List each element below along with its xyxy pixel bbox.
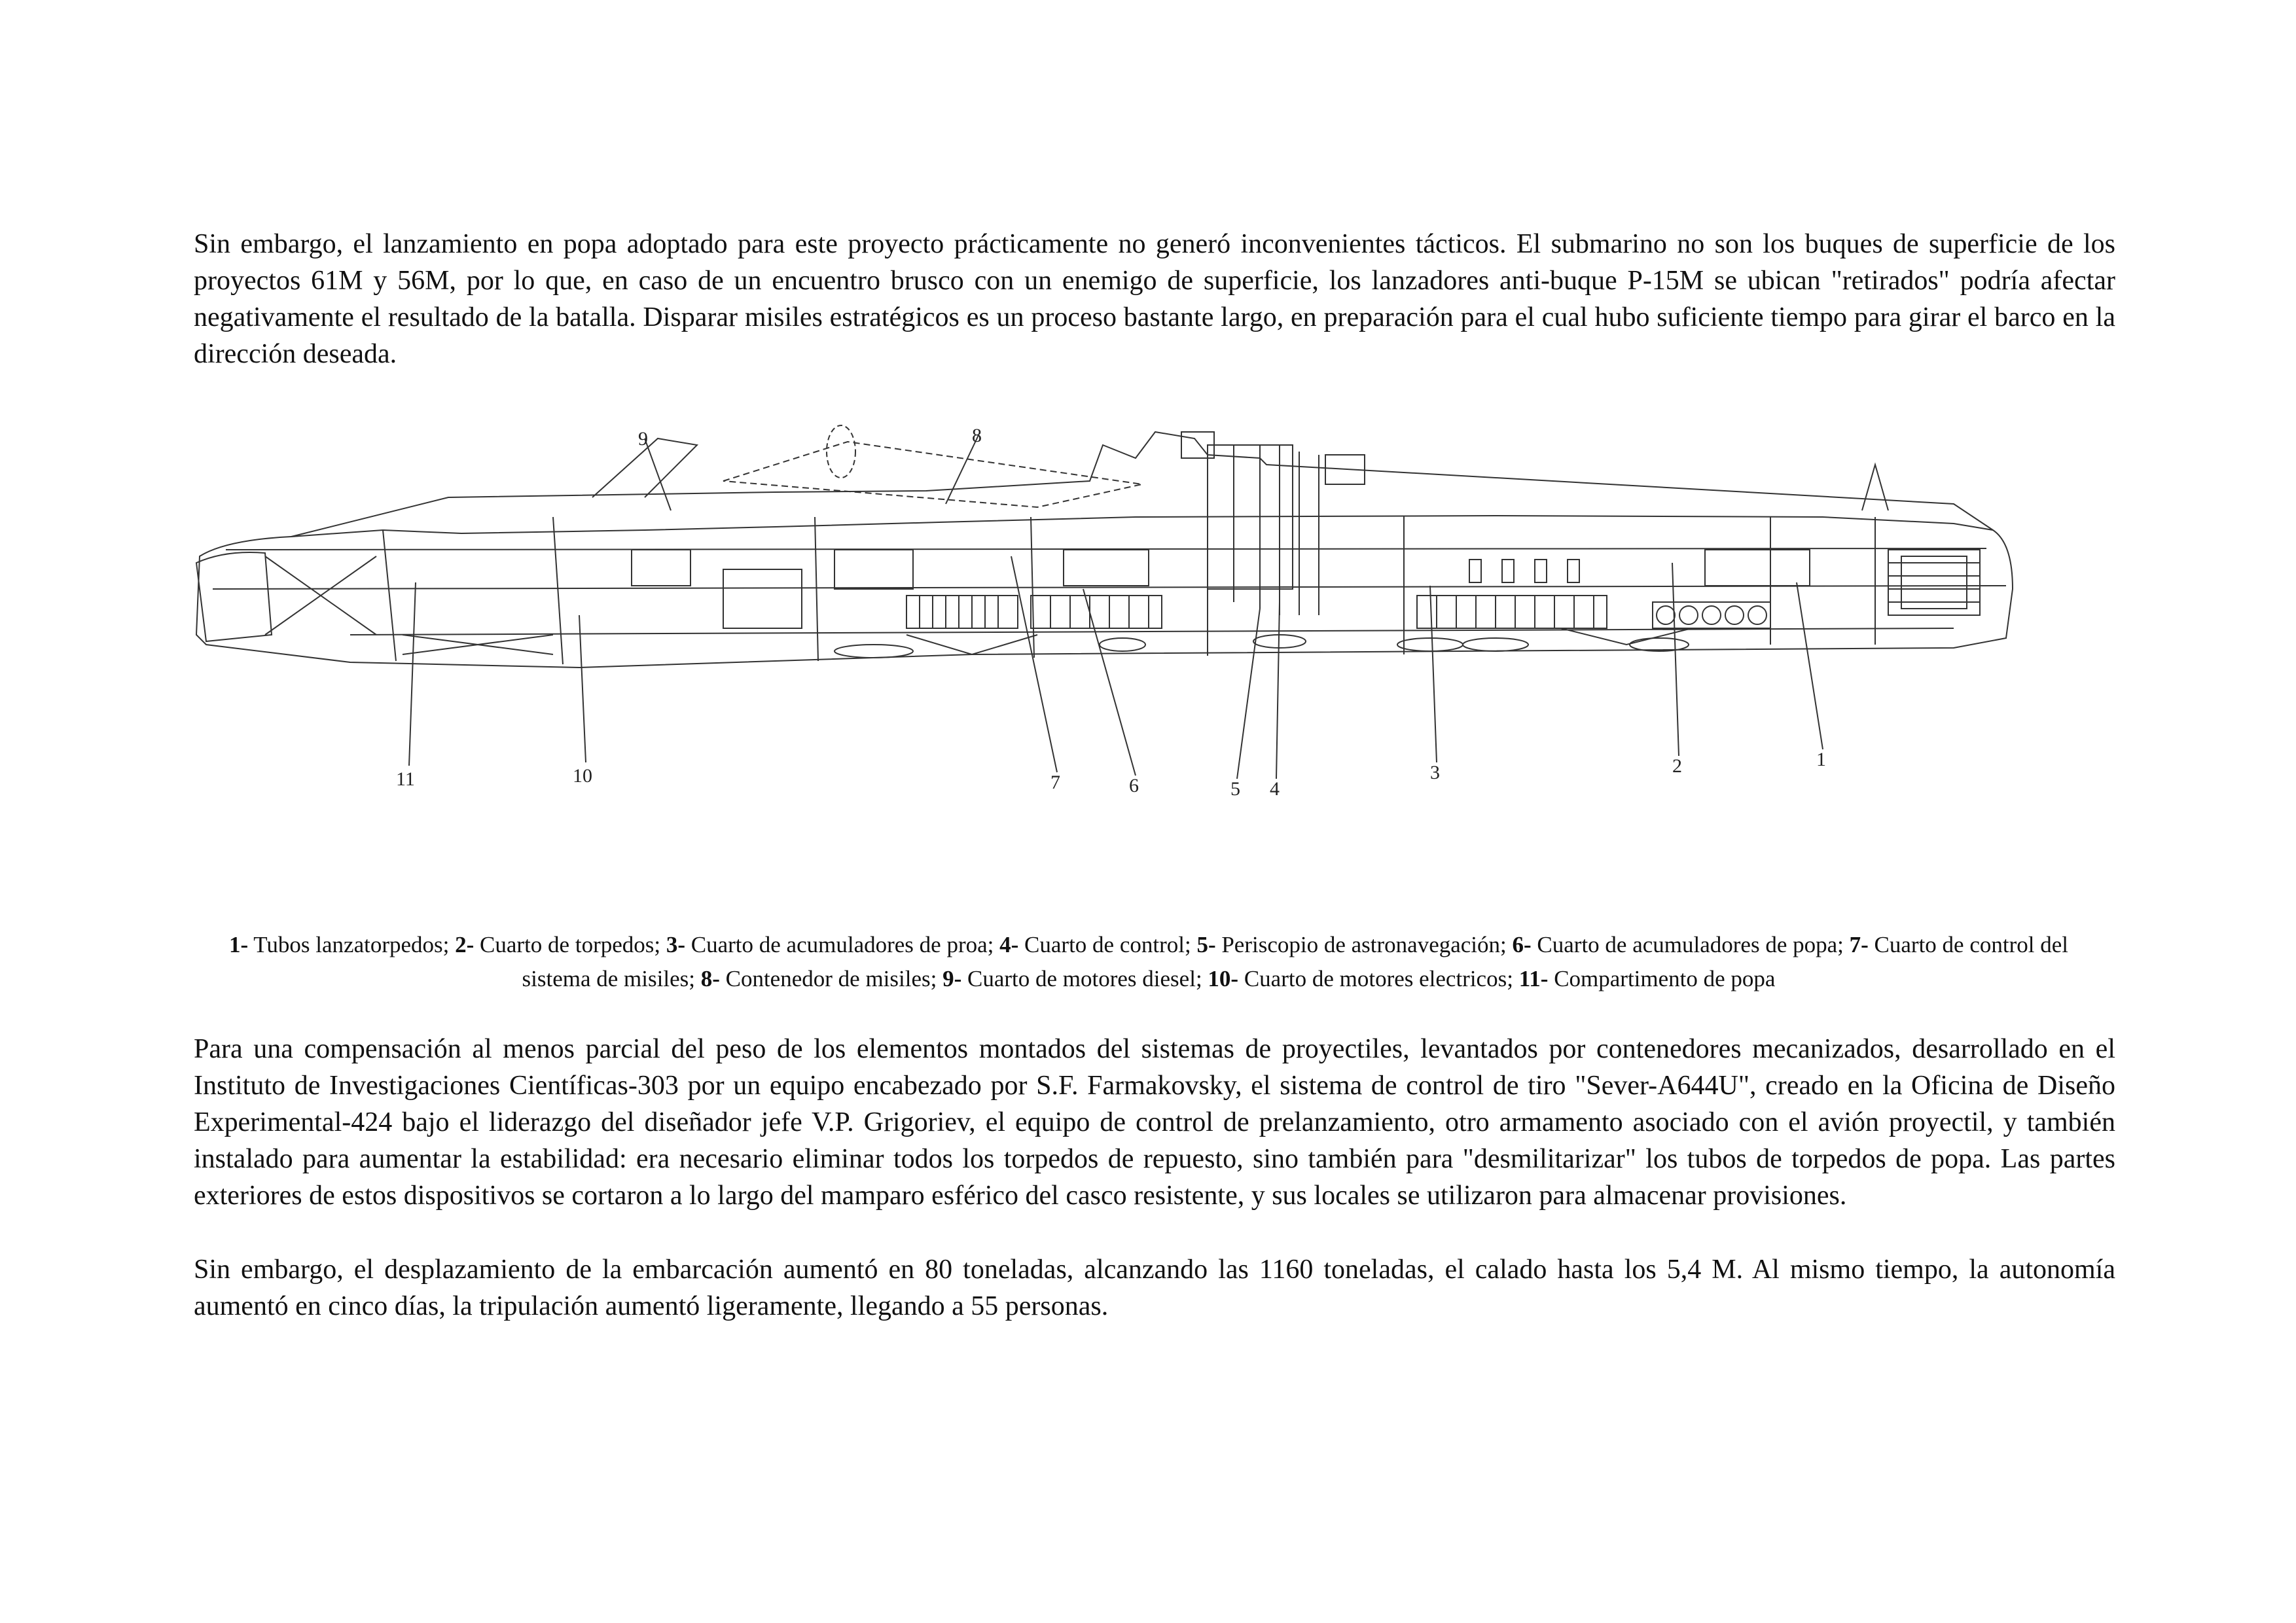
- callout-8: 8: [972, 425, 982, 446]
- callout-5: 5: [1230, 778, 1240, 800]
- paragraph-displacement: Sin embargo, el desplazamiento de la embarcación aumentó en 80 toneladas, alcanzando las 1160 toneladas, el calado hasta los 5,4 M. Al mismo tiempo, la autonomía aumentó en cinco días, la tripulación aumentó ligeramente, llegando a 55 personas.: [194, 1255, 2115, 1321]
- callout-2: 2: [1672, 755, 1682, 777]
- callout-3: 3: [1430, 762, 1440, 783]
- battery-cells-aft: [906, 596, 1162, 628]
- paragraph-intro: Sin embargo, el lanzamiento en popa adoptado para este proyecto prácticamente no generó inconvenientes tácticos. El submarino no son los buques de superficie de los proyectos 61M y 56M, por lo que, en caso de un encuentro brusco con un enemigo de superficie, los lanzadores anti-buque P-15M se ubican "retirados" podría afectar negativamente el resultado de la batalla. Disparar misiles estratégicos es un proceso bastante largo, en preparación para el cual hubo suficiente tiempo para girar el barco en la dirección deseada.: [194, 229, 2115, 369]
- missile-container: [723, 442, 1142, 507]
- callout-9: 9: [638, 428, 648, 450]
- callout-7: 7: [1050, 772, 1060, 793]
- callout-10: 10: [573, 765, 592, 787]
- battery-cells-forward: [1417, 596, 1770, 628]
- callout-1: 1: [1816, 749, 1826, 770]
- submarine-cross-section-diagram: [187, 419, 2111, 890]
- paragraph-weight-compensation: Para una compensación al menos parcial del peso de los elementos montados del sistemas de proyectiles, levantados por contenedores mecanizados, desarrollado en el Instituto de Investigaciones Científicas-303 por un equipo encabezado por S.F. Farmakovsky, el sistema de control de tiro "Sever-A644U", creado en la Oficina de Diseño Experimental-424 bajo el liderazgo del diseñador jefe V.P. Grigoriev, el equipo de control de prelanzamiento, otro armamento asociado con el avión proyectil, y también instalado para aumentar la estabilidad: era necesario eliminar todos los torpedos de repuesto, sino también para "desmilitarizar" los tubos de torpedos de popa. Las partes exteriores de estos dispositivos se cortaron a lo largo del mamparo esférico del casco resistente, y sus locales se utilizaron para almacenar provisiones.: [194, 1034, 2115, 1211]
- figure-legend: 1- Tubos lanzatorpedos; 2- Cuarto de torpedos; 3- Cuarto de acumuladores de proa; 4- Cuarto de control; 5- Periscopio de astronavegación; 6- Cuarto de acumuladores de popa; 7- Cuarto de control del sistema de misiles; 8- Contenedor de misiles; 9- Cuarto de motores diesel; 10- Cuarto de motores electricos; 11- Compartimento de popa: [229, 932, 2068, 991]
- hull-outline: [196, 516, 2013, 668]
- callout-11: 11: [396, 768, 415, 790]
- callout-4: 4: [1270, 778, 1280, 800]
- callout-6: 6: [1129, 775, 1139, 796]
- deck-line: [291, 432, 1993, 537]
